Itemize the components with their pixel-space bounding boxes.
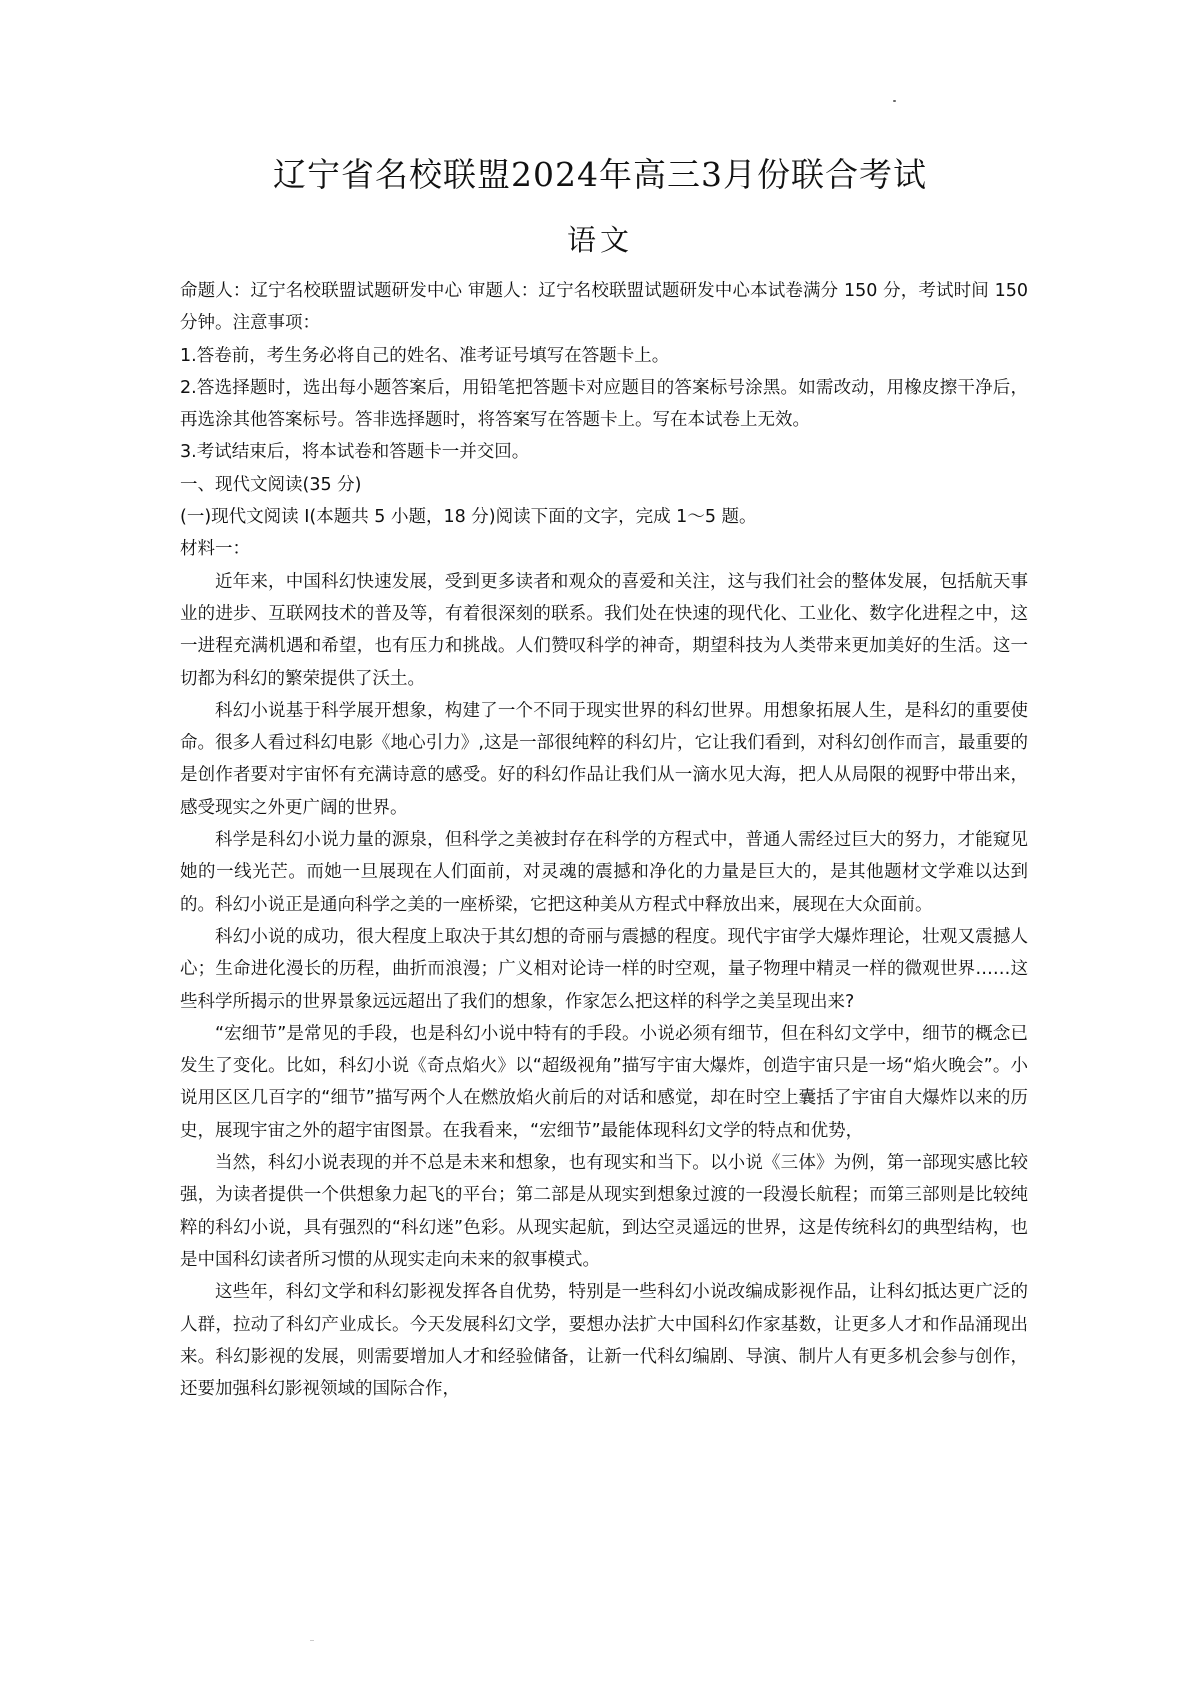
paragraph: 这些年，科幻文学和科幻影视发挥各自优势，特别是一些科幻小说改编成影视作品，让科幻抵达更广泛的人群，拉动了科幻产业成长。今天发展科幻文学，要想办法扩大中国科幻作家基数，让更多人才和作品涌现出来。科幻影视的发展，则需要增加人才和经验储备，让新一代科幻编剧、导演、制片人有更多机会参与创作，还要加强科幻影视领域的国际合作， xyxy=(180,1282,1028,1400)
paragraph: 科学是科幻小说力量的源泉，但科学之美被封存在科学的方程式中，普通人需经过巨大的努力，才能窥见她的一线光芒。而她一旦展现在人们面前，对灵魂的震撼和净化的力量是巨大的，是其他题材文学难以达到的。科幻小说正是通向科学之美的一座桥梁，它把这种美从方程式中释放出来，展现在大众面前。 xyxy=(180,830,1028,915)
paragraph: 科幻小说的成功，很大程度上取决于其幻想的奇丽与震撼的程度。现代宇宙学大爆炸理论，壮观又震撼人心；生命进化漫长的历程，曲折而浪漫；广义相对论诗一样的时空观，量子物理中精灵一样的微观世界……这些科学所揭示的世界景象远远超出了我们的想象，作家怎么把这样的科学之美呈现出来? xyxy=(180,926,1028,1012)
exam-title: 辽宁省名校联盟2024年高三3月份联合考试 xyxy=(273,155,927,194)
paragraph: 近年来，中国科幻快速发展，受到更多读者和观众的喜爱和关注，这与我们社会的整体发展，包括航天事业的进步、互联网技术的普及等，有着很深刻的联系。我们处在快速的现代化、工业化、数字化进程之中，这一进程充满机遇和希望，也有压力和挑战。人们赞叹科学的神奇，期望科技为人类带来更加美好的生活。这一切都为科幻的繁荣提供了沃土。 xyxy=(180,571,1028,689)
notice-item-1: 1.答卷前，考生务必将自己的姓名、准考证号填写在答题卡上。 xyxy=(180,345,670,366)
section-heading: 一、现代文阅读(35 分) xyxy=(180,474,362,495)
material-label: 材料一： xyxy=(180,539,250,560)
paragraph: 当然，科幻小说表现的并不总是未来和想象，也有现实和当下。以小说《三体》为例，第一部现实感比较强，为读者提供一个供想象力起飞的平台；第二部是从现实到想象过渡的一段漫长航程；而第三部则是比较纯粹的科幻小说，具有强烈的“科幻迷”色彩。从现实起航，到达空灵遥远的世界，这是传统科幻的典型结构，也是中国科幻读者所习惯的从现实走向未来的叙事模式。 xyxy=(180,1153,1028,1270)
notice-item-2: 2.答选择题时，选出每小题答案后，用铅笔把答题卡对应题目的答案标号涂黑。如需改动，用橡皮擦干净后，再选涂其他答案标号。答非选择题时，将答案写在答题卡上。写在本试卷上无效。 xyxy=(180,377,1028,431)
header-info: 命题人：辽宁名校联盟试题研发中心 审题人：辽宁名校联盟试题研发中心本试卷满分 150 分，考试时间 150 分钟。注意事项： xyxy=(180,281,1028,334)
scan-speck xyxy=(893,100,896,102)
scan-speck-footer xyxy=(310,1640,314,1641)
paragraph: “宏细节”是常见的手段，也是科幻小说中特有的手段。小说必须有细节，但在科幻文学中，细节的概念已发生了变化。比如，科幻小说《奇点焰火》以“超级视角”描写宇宙大爆炸，创造宇宙只是一场“焰火晚会”。小说用区区几百字的“细节”描写两个人在燃放焰火前后的对话和感觉，却在时空上囊括了宇宙自大爆炸以来的历史，展现宇宙之外的超宇宙图景。在我看来，“宏细节”最能体现科幻文学的特点和优势， xyxy=(180,1023,1028,1141)
paragraph: 科幻小说基于科学展开想象，构建了一个不同于现实世界的科幻世界。用想象拓展人生，是科幻的重要使命。很多人看过科幻电影《地心引力》,这是一部很纯粹的科幻片，它让我们看到，对科幻创作而言，最重要的是创作者要对宇宙怀有充满诗意的感受。好的科幻作品让我们从一滴水见大海，把人从局限的视野中带出来，感受现实之外更广阔的世界。 xyxy=(180,700,1028,818)
notice-item-3: 3.考试结束后，将本试卷和答题卡一并交回。 xyxy=(180,442,530,463)
subject-title: 语文 xyxy=(566,223,633,257)
subsection-heading: (一)现代文阅读 I(本题共 5 小题，18 分)阅读下面的文字，完成 1～5 题。 xyxy=(180,507,757,528)
exam-body xyxy=(180,275,1028,1405)
